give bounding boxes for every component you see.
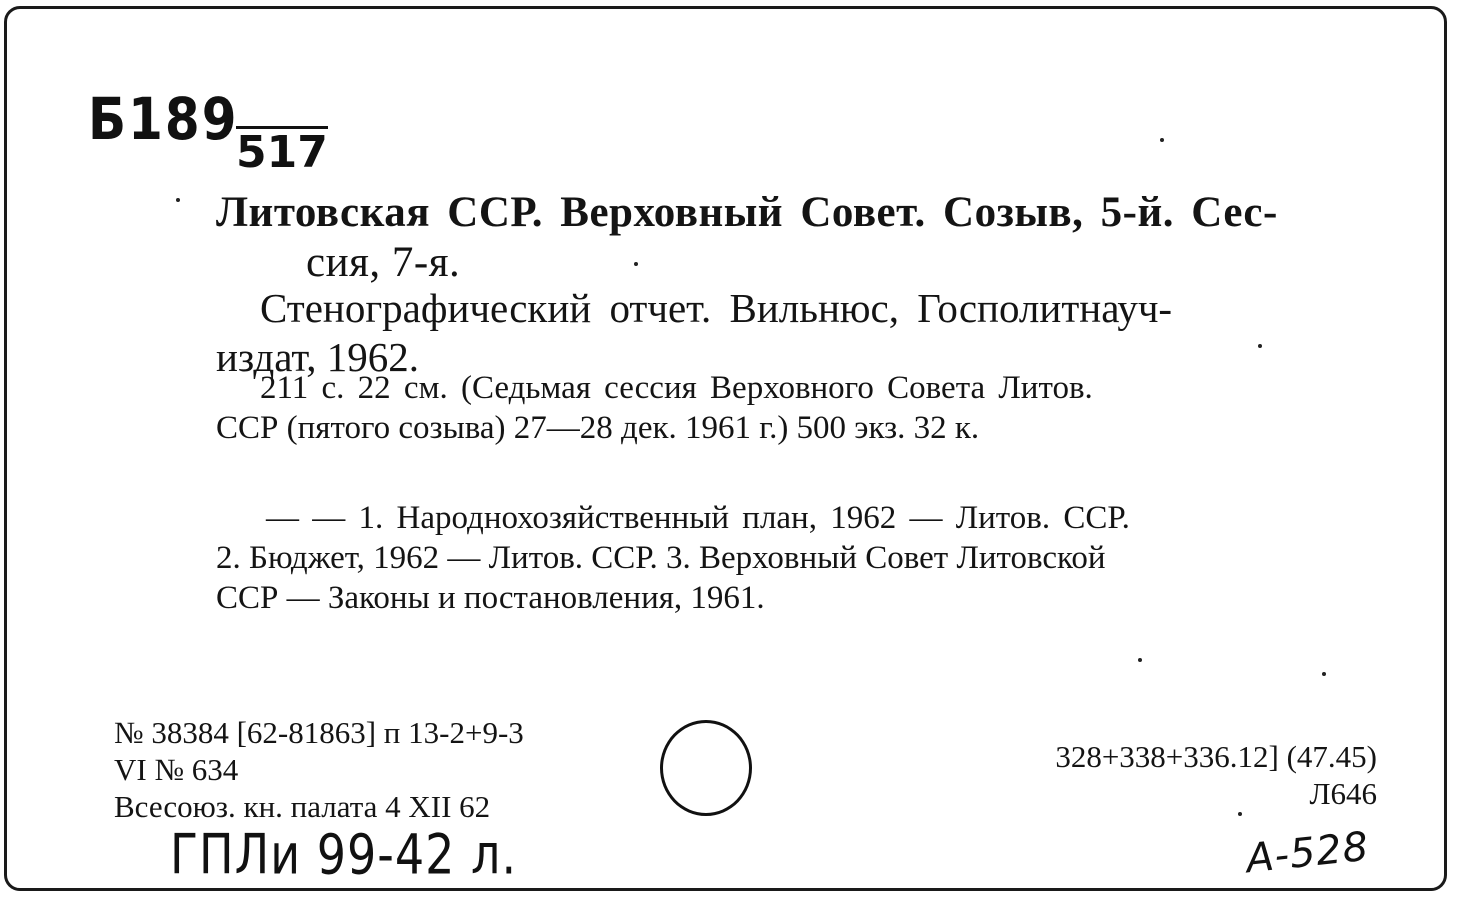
circle-stamp [660, 720, 752, 816]
report-line-2: издат, 1962. [216, 334, 419, 380]
author-mark: Л646 [1309, 776, 1377, 811]
biblio-left-line-3: Всесоюз. кн. палата 4 XII 62 [114, 789, 491, 824]
ink-speck [1138, 658, 1142, 662]
heading-line-2: сия, 7-я. [306, 239, 461, 286]
classification-index: 328+338+336.12] (47.45) [1055, 739, 1377, 774]
shelf-code: Б189 [88, 86, 239, 153]
handwritten-code: А-528 [1243, 823, 1372, 883]
description-line-1: 211 с. 22 см. (Седьмая сессия Верховного Совета Литов. [260, 370, 1093, 406]
ink-speck [176, 198, 180, 202]
report-line-1: Стенографический отчет. Вильнюс, Госполитнауч- [260, 285, 1173, 331]
subjects-line-3: ССР — Законы и постановления, 1961. [216, 580, 765, 616]
ink-speck [1258, 344, 1262, 348]
shelf-code-denominator: 517 [236, 127, 328, 178]
biblio-left-line-2: VI № 634 [114, 752, 239, 787]
ink-speck [634, 262, 638, 266]
subjects-line-2: 2. Бюджет, 1962 — Литов. ССР. 3. Верховный Совет Литовской [216, 540, 1106, 576]
subjects-line-1: — — 1. Народнохозяйственный план, 1962 — Литов. ССР. [266, 500, 1130, 536]
biblio-left-line-1: № 38384 [62-81863] п 13-2+9-3 [114, 715, 524, 750]
bibliographic-info-left [114, 714, 524, 825]
card-heading [216, 188, 1376, 288]
subject-headings [216, 498, 1376, 618]
physical-description [216, 368, 1376, 448]
ink-speck [1160, 138, 1164, 142]
ink-speck [1322, 672, 1326, 676]
ink-speck [1238, 812, 1242, 816]
heading-line-1: Литовская ССР. Верховный Совет. Созыв, 5-й. Сес- [216, 189, 1278, 236]
bibliographic-info-right [1055, 738, 1377, 812]
description-line-2: ССР (пятого созыва) 27—28 дек. 1961 г.) 500 экз. 32 к. [216, 410, 980, 446]
handwritten-inventory-number: ГПЛи 99-42 л. [170, 822, 518, 887]
